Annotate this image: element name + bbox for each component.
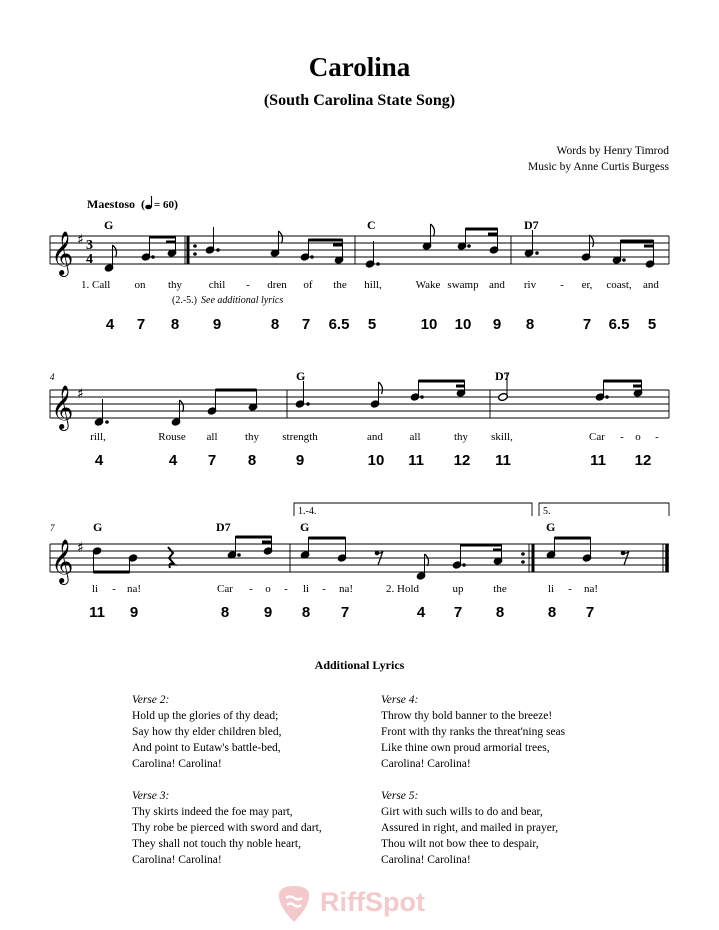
lyric-syllable: 1. Call: [81, 279, 111, 291]
tempo-bpm: = 60: [154, 199, 175, 211]
tab-number: 4: [168, 452, 178, 469]
verse-line: They shall not touch thy noble heart,: [132, 838, 301, 850]
tab-number: 4: [416, 604, 426, 621]
additional-lyrics-note: [172, 295, 283, 306]
verse-line: Thy robe be pierced with sword and dart,: [132, 822, 322, 834]
tab-number: 4: [105, 316, 115, 333]
chord-symbol: D7: [524, 218, 539, 232]
lyric-syllable: dren: [267, 279, 287, 291]
verse-block: [132, 788, 322, 868]
tab-number: 6.5: [608, 316, 630, 333]
verse-line: Assured in right, and mailed in prayer,: [381, 822, 559, 834]
verse-line: Girt with such wills to do and bear,: [381, 806, 543, 818]
chord-symbol: G: [104, 218, 114, 232]
verse-line: Like thine own proud armorial trees,: [381, 742, 550, 754]
verse-block: [381, 788, 558, 868]
tab-number: 11: [590, 452, 606, 469]
see-additional-lyrics: See additional lyrics: [201, 295, 284, 306]
song-subtitle: (South Carolina State Song): [263, 92, 456, 109]
tab-number: 8: [170, 316, 180, 333]
sharp-icon: ♯: [77, 386, 84, 402]
lyric-syllable: and: [489, 279, 505, 291]
tab-number: 9: [295, 452, 305, 469]
lyric-syllable: thy: [167, 279, 183, 291]
tab-number: 8: [547, 604, 557, 621]
tab-number: 9: [492, 316, 502, 333]
sharp-icon: ♯: [77, 232, 84, 248]
tab-number: 9: [212, 316, 222, 333]
verse-line: And point to Eutaw's battle-bed,: [132, 742, 281, 754]
sharp-icon: ♯: [77, 540, 84, 556]
tab-number: 5: [647, 316, 657, 333]
treble-clef-icon: 𝄞: [51, 539, 74, 583]
lyric-syllable: all: [409, 431, 421, 443]
lyric-syllable: na!: [338, 583, 354, 595]
verse-line: Throw thy bold banner to the breeze!: [381, 710, 553, 722]
tab-number: 8: [270, 316, 280, 333]
tab-number: 7: [582, 316, 592, 333]
chord-symbol: C: [367, 218, 376, 232]
tab-number: 8: [525, 316, 535, 333]
logo-text: RiffSpot: [320, 887, 425, 917]
lyric-syllable: the: [493, 583, 507, 595]
verse-label: Verse 5:: [381, 790, 419, 802]
additional-lyrics-title: Additional Lyrics: [314, 658, 405, 672]
tab-number: 10: [454, 316, 472, 333]
verse-label: Verse 3:: [132, 790, 170, 802]
lyric-syllable: na!: [583, 583, 599, 595]
tempo-text: Maestoso: [87, 197, 135, 211]
lyric-syllable: thy: [244, 431, 260, 443]
song-title: Carolina: [308, 52, 411, 82]
tab-number: 11: [408, 452, 424, 469]
tab-number: 7: [207, 452, 217, 469]
verse-line: Hold up the glories of thy dead;: [132, 710, 279, 722]
tab-number: 7: [585, 604, 595, 621]
volta-brackets: [294, 503, 669, 516]
staff-system-3: [50, 544, 669, 572]
measure-number: 7: [50, 523, 55, 533]
lyric-syllable: strength: [282, 431, 318, 443]
lyric-syllable: -: [620, 431, 624, 443]
lyric-syllable: chil: [208, 279, 226, 291]
chord-symbol: G: [546, 520, 556, 534]
lyric-syllable: of: [303, 279, 313, 291]
lyric-syllable: Rouse: [158, 431, 186, 443]
measure-number: 4: [50, 372, 55, 382]
lyric-syllable: hill,: [364, 279, 382, 291]
tab-number: 11: [89, 604, 105, 621]
lyric-syllable: thy: [453, 431, 469, 443]
tab-number: 7: [453, 604, 463, 621]
tab-number: 9: [263, 604, 273, 621]
tab-number: 8: [220, 604, 230, 621]
lyric-syllable: li: [547, 583, 555, 595]
treble-clef-icon: 𝄞: [51, 231, 74, 275]
lyric-syllable: 2. Hold: [386, 583, 419, 595]
lyric-syllable: -: [568, 583, 572, 595]
lyric-syllable: er,: [581, 279, 593, 291]
tab-number: 8: [495, 604, 505, 621]
chord-symbol: G: [300, 520, 310, 534]
lyric-syllable: coast,: [606, 279, 632, 291]
verse-label: Verse 4:: [381, 694, 419, 706]
treble-clef-icon: 𝄞: [51, 385, 74, 429]
lyric-syllable: on: [134, 279, 146, 291]
lyric-syllable: -: [322, 583, 326, 595]
guitar-pick-icon: [274, 884, 314, 924]
riffspot-logo: [274, 884, 454, 924]
tab-number: 6.5: [328, 316, 350, 333]
lyric-syllable: swamp: [447, 279, 479, 291]
lyric-syllable: -: [112, 583, 116, 595]
tab-number: 8: [301, 604, 311, 621]
volta-label: 5.: [543, 506, 551, 517]
verse-line: Thou wilt not bow thee to despair,: [381, 838, 539, 850]
verse-line: Thy skirts indeed the foe may part,: [132, 806, 293, 818]
verse-line: Carolina! Carolina!: [381, 854, 471, 866]
lyric-syllable: Car: [589, 431, 605, 443]
time-signature-bottom: 4: [86, 252, 93, 267]
lyric-syllable: the: [333, 279, 347, 291]
tab-number: 12: [634, 452, 652, 469]
verse-line: Say how thy elder children bled,: [132, 726, 282, 738]
lyric-syllable: li: [91, 583, 99, 595]
lyric-syllable: -: [249, 583, 253, 595]
lyric-syllable: -: [284, 583, 288, 595]
tab-number: 7: [301, 316, 311, 333]
lyric-syllable: -: [246, 279, 250, 291]
verse-line: Carolina! Carolina!: [132, 854, 222, 866]
tab-number: 10: [420, 316, 438, 333]
tab-number: 10: [367, 452, 385, 469]
lyric-syllable: skill,: [491, 431, 513, 443]
tab-number: 11: [495, 452, 511, 469]
tab-number: 7: [136, 316, 146, 333]
lyric-syllable: Car: [217, 583, 233, 595]
lyric-syllable: Wake: [415, 279, 441, 291]
lyric-syllable: up: [452, 583, 464, 595]
tab-number: 4: [94, 452, 104, 469]
lyric-syllable: -: [655, 431, 659, 443]
chord-symbol: G: [296, 369, 306, 383]
lyric-syllable: rill,: [90, 431, 106, 443]
lyric-syllable: riv: [523, 279, 537, 291]
verse-line: Carolina! Carolina!: [381, 758, 471, 770]
verse-line: Carolina! Carolina!: [132, 758, 222, 770]
staff-system-2: [50, 390, 669, 418]
chord-symbol: G: [93, 520, 103, 534]
lyric-syllable: o: [265, 583, 271, 595]
verse-range: (2.-5.): [172, 295, 197, 306]
tab-number: 9: [129, 604, 139, 621]
lyric-syllable: -: [560, 279, 564, 291]
lyric-syllable: and: [643, 279, 659, 291]
lyric-syllable: all: [206, 431, 218, 443]
music-credit: Music by Anne Curtis Burgess: [528, 161, 669, 173]
tempo-marking: Maestoso ( = 60): [87, 197, 179, 211]
tab-number: 5: [367, 316, 377, 333]
time-signature-top: 3: [86, 238, 93, 253]
tab-number: 7: [340, 604, 350, 621]
tab-number: 12: [453, 452, 471, 469]
lyric-syllable: li: [302, 583, 310, 595]
lyric-syllable: na!: [126, 583, 142, 595]
verse-label: Verse 2:: [132, 694, 170, 706]
chord-symbol: D7: [495, 369, 510, 383]
chord-symbol: D7: [216, 520, 231, 534]
volta-label: 1.-4.: [298, 506, 317, 517]
lyric-syllable: and: [367, 431, 383, 443]
lyric-syllable: o: [635, 431, 641, 443]
verse-line: Front with thy ranks the threat'ning seas: [381, 726, 566, 738]
words-credit: Words by Henry Timrod: [556, 145, 669, 157]
verse-block: [381, 692, 565, 772]
verse-block: [132, 692, 281, 772]
tab-number: 8: [247, 452, 257, 469]
